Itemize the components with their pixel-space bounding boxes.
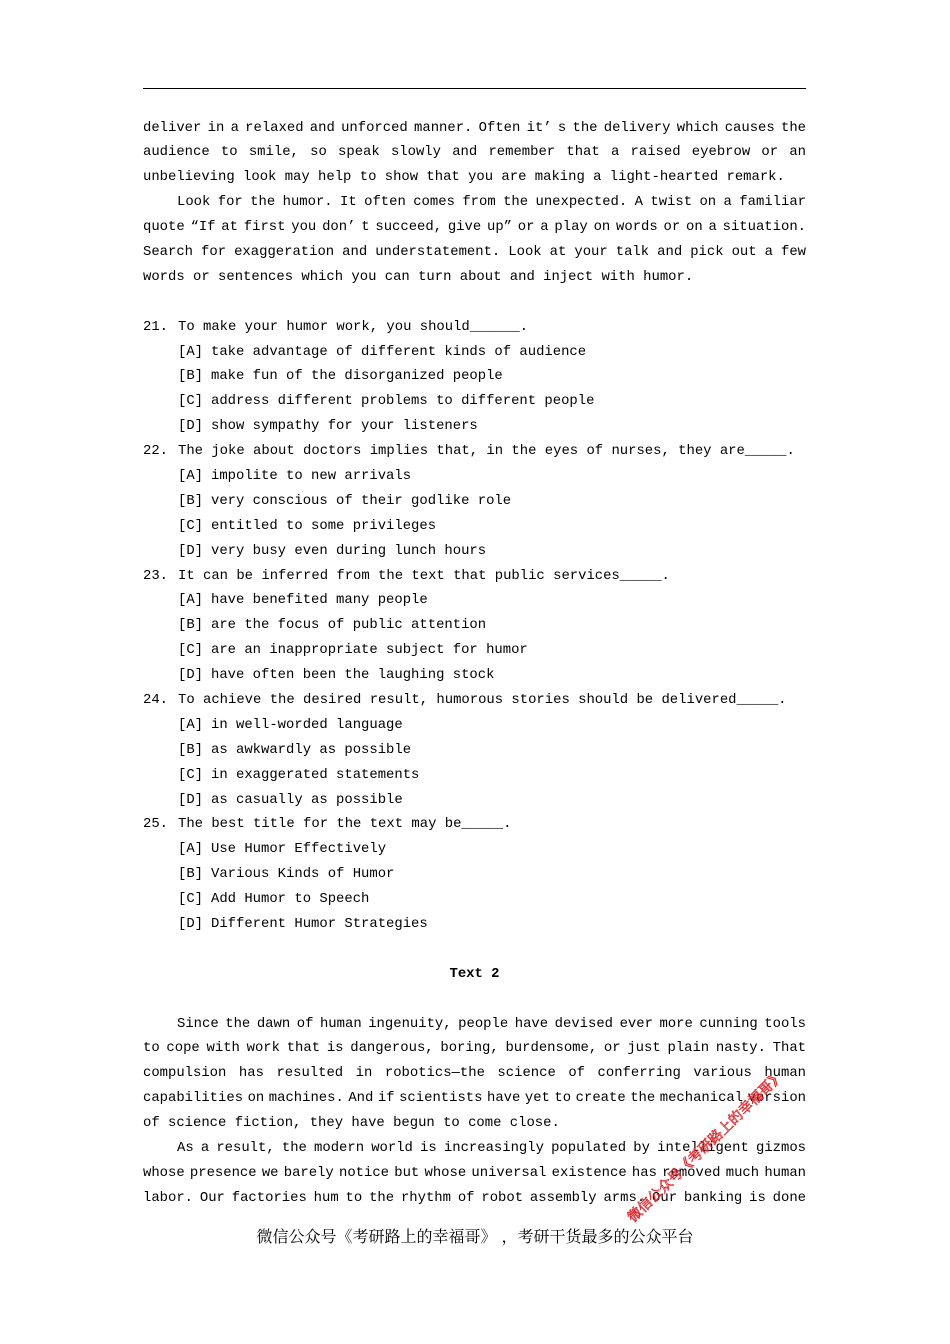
option-label: [C] (178, 393, 204, 410)
question-number: 23. (143, 567, 169, 584)
option-text: address different problems to different people (211, 393, 595, 410)
option-text: Add Humor to Speech (211, 891, 370, 908)
option-text: in exaggerated statements (211, 766, 420, 783)
passage-line: deliver in a relaxed and unforced manner. Often it’ s the delivery which causes the (143, 119, 806, 136)
option-a (143, 340, 806, 365)
question-stem (143, 688, 806, 713)
passage-line: unbelieving look may help to show that you are making a light-hearted remark. (143, 169, 785, 186)
option-text: are an inappropriate subject for humor (211, 642, 528, 659)
passage-line: audience to smile, so speak slowly and remember that a raised eyebrow or an (143, 144, 806, 161)
question-number: 24. (143, 691, 169, 708)
passage-line: to cope with work that is dangerous, boring, burdensome, or just plain nasty. That (143, 1040, 806, 1057)
passage-line: compulsion has resulted in robotics—the science of conferring various human (143, 1065, 806, 1082)
option-text: show sympathy for your listeners (211, 418, 478, 435)
option-d (143, 663, 806, 688)
question-23 (143, 564, 806, 688)
option-d (143, 539, 806, 564)
option-text: have benefited many people (211, 592, 428, 609)
passage-line: whose presence we barely notice but whose universal existence has removed much human (143, 1164, 806, 1181)
passage-line: As a result, the modern world is increasingly populated by intelligent gizmos (177, 1140, 806, 1157)
option-label: [D] (178, 916, 204, 932)
option-c (143, 514, 806, 539)
option-text: Various Kinds of Humor (211, 866, 395, 883)
question-text: The joke about doctors implies that, in the eyes of nurses, they are_____. (178, 443, 795, 460)
option-label: [A] (178, 343, 204, 360)
option-label: [D] (178, 418, 204, 435)
text2-paragraph-1 (143, 1012, 806, 1136)
question-24 (143, 688, 806, 812)
question-21 (143, 315, 806, 439)
option-label: [B] (178, 617, 204, 634)
question-number: 25. (143, 816, 169, 833)
option-label: [D] (178, 667, 204, 684)
page-content (143, 116, 806, 1211)
option-label: [C] (178, 766, 204, 783)
section-title: Text 2 (449, 965, 500, 982)
option-d (143, 414, 806, 439)
option-b (143, 738, 806, 763)
passage-paragraph-1 (143, 116, 806, 191)
option-c (143, 389, 806, 414)
option-label: [B] (178, 741, 204, 758)
option-label: [A] (178, 841, 204, 858)
option-a (143, 464, 806, 489)
option-text: entitled to some privileges (211, 517, 437, 534)
option-text: in well-worded language (211, 716, 403, 733)
passage-line: Since the dawn of human ingenuity, people have devised ever more cunning tools (177, 1015, 806, 1032)
question-22 (143, 439, 806, 563)
option-text: very busy even during lunch hours (211, 542, 487, 559)
question-text: To make your humor work, you should______. (178, 318, 529, 335)
passage-line: of science fiction, they have begun to come close. (143, 1115, 560, 1132)
spacer (143, 290, 806, 315)
question-stem (143, 439, 806, 464)
option-a (143, 588, 806, 613)
option-d (143, 912, 806, 937)
passage-line: capabilities on machines. And if scientists have yet to create the mechanical version (143, 1090, 806, 1107)
option-text: Use Humor Effectively (211, 841, 387, 858)
passage-line: labor. Our factories hum to the rhythm of robot assembly arms. Our banking is done (143, 1189, 806, 1206)
option-c (143, 887, 806, 912)
passage-line: quote “If at first you don’ t succeed, give up” or a play on words or on a situation. (143, 219, 806, 236)
passage-line: words or sentences which you can turn about and inject with humor. (143, 268, 694, 285)
question-text: The best title for the text may be_____. (178, 816, 512, 833)
option-label: [C] (178, 891, 204, 908)
option-b (143, 489, 806, 514)
option-b (143, 862, 806, 887)
option-text: as casually as possible (211, 791, 403, 808)
option-label: [B] (178, 492, 204, 509)
spacer (143, 987, 806, 1012)
spacer (143, 937, 806, 962)
option-text: impolite to new arrivals (211, 467, 412, 484)
option-label: [D] (178, 542, 204, 559)
option-c (143, 763, 806, 788)
option-label: [D] (178, 791, 204, 808)
option-label: [B] (178, 866, 204, 883)
question-stem (143, 315, 806, 340)
option-text: take advantage of different kinds of audience (211, 343, 587, 360)
option-label: [C] (178, 642, 204, 659)
option-a (143, 713, 806, 738)
option-label: [B] (178, 368, 204, 385)
question-stem (143, 812, 806, 837)
option-c (143, 638, 806, 663)
option-a (143, 837, 806, 862)
option-d (143, 788, 806, 813)
question-number: 22. (143, 443, 169, 460)
question-number: 21. (143, 318, 169, 335)
option-text: Different Humor Strategies (211, 916, 428, 932)
option-label: [A] (178, 716, 204, 733)
page-footer: 微信公众号《考研路上的幸福哥》 ，考研干货最多的公众平台 (256, 1227, 694, 1246)
passage-paragraph-2 (143, 190, 806, 290)
passage-line: Search for exaggeration and understatement. Look at your talk and pick out a few (143, 243, 806, 260)
question-25 (143, 812, 806, 936)
option-text: make fun of the disorganized people (211, 368, 503, 385)
question-stem (143, 564, 806, 589)
option-text: as awkwardly as possible (211, 741, 412, 758)
question-text: It can be inferred from the text that public services_____. (178, 567, 670, 584)
option-text: are the focus of public attention (211, 617, 487, 634)
watermark: 微信公众号《考研路上的幸福哥》 (624, 1068, 788, 1226)
option-b (143, 613, 806, 638)
passage-line: Look for the humor. It often comes from the unexpected. A twist on a familiar (177, 194, 806, 211)
option-label: [C] (178, 517, 204, 534)
option-b (143, 364, 806, 389)
header-rule (143, 88, 806, 89)
option-text: have often been the laughing stock (211, 667, 495, 684)
option-text: very conscious of their godlike role (211, 492, 512, 509)
option-label: [A] (178, 467, 204, 484)
option-label: [A] (178, 592, 204, 609)
question-text: To achieve the desired result, humorous stories should be delivered_____. (178, 691, 787, 708)
